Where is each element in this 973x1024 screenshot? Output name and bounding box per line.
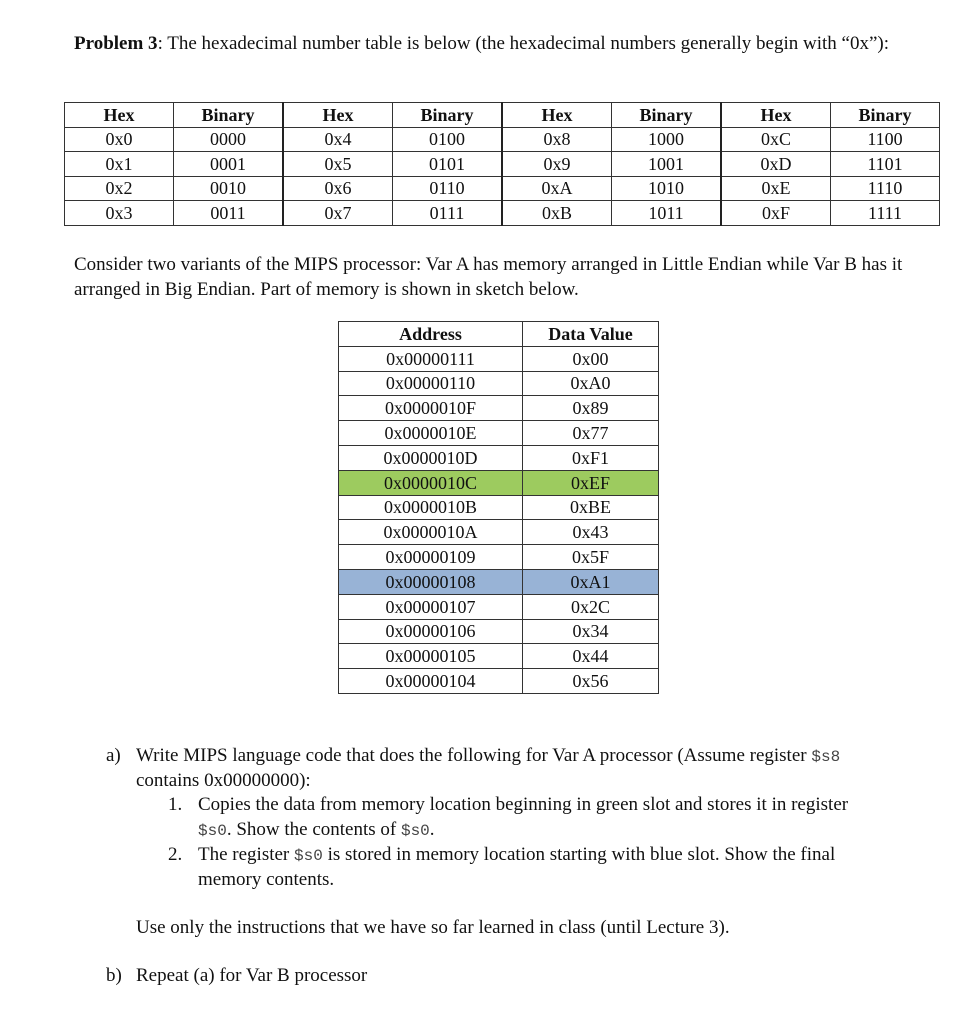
hex-table-cell: 1111 — [831, 201, 940, 226]
hex-table-cell: 1010 — [612, 176, 722, 201]
data-value-cell: 0x77 — [523, 421, 659, 446]
hex-table-row — [65, 152, 940, 177]
problem-label: Problem 3 — [74, 33, 158, 54]
memory-row — [339, 470, 659, 495]
item1-line1: Copies the data from memory location beginning in green slot and stores it in register — [198, 794, 849, 815]
part-b-text: Repeat (a) for Var B processor — [136, 965, 368, 986]
memory-row — [339, 371, 659, 396]
data-value-cell: 0x00 — [523, 346, 659, 371]
hex-table-cell: 0x4 — [283, 127, 393, 152]
hex-table-cell: 0000 — [174, 127, 284, 152]
memory-row — [339, 569, 659, 594]
data-value-cell: 0x2C — [523, 594, 659, 619]
hex-table-cell: 1000 — [612, 127, 722, 152]
hex-table-cell: 0xA — [502, 176, 612, 201]
address-cell: 0x00000105 — [339, 644, 523, 669]
hex-table-header: Hex — [502, 103, 612, 128]
part-b-marker: b) — [106, 965, 122, 986]
hex-table — [64, 102, 940, 226]
hex-table-cell: 0x6 — [283, 176, 393, 201]
hex-table-cell: 0x0 — [65, 127, 174, 152]
intro-text: Consider two variants of the MIPS processor: Var A has memory arranged in Little Endian while Var B has it arranged in Big Endian. Part of memory is shown in sketch below. — [74, 254, 903, 300]
hex-table-row — [65, 201, 940, 226]
address-cell: 0x00000111 — [339, 346, 523, 371]
address-cell: 0x00000107 — [339, 594, 523, 619]
hex-table-cell: 0100 — [393, 127, 503, 152]
hex-table-header: Hex — [65, 103, 174, 128]
register-s8: $s8 — [811, 748, 841, 766]
memory-row — [339, 495, 659, 520]
data-value-cell: 0xBE — [523, 495, 659, 520]
register-s0: $s0 — [400, 822, 430, 840]
data-value-cell: 0x5F — [523, 545, 659, 570]
memory-row — [339, 396, 659, 421]
data-value-cell: 0x44 — [523, 644, 659, 669]
memory-row — [339, 669, 659, 694]
hex-table-row — [65, 176, 940, 201]
address-cell: 0x00000106 — [339, 619, 523, 644]
hex-table-header: Binary — [612, 103, 722, 128]
hex-table-cell: 1100 — [831, 127, 940, 152]
hex-table-cell: 0x1 — [65, 152, 174, 177]
hex-table-cell: 0x8 — [502, 127, 612, 152]
hex-table-cell: 0111 — [393, 201, 503, 226]
hex-table-cell: 1110 — [831, 176, 940, 201]
address-cell: 0x00000109 — [339, 545, 523, 570]
memory-row — [339, 346, 659, 371]
hex-table-row — [65, 127, 940, 152]
hex-table-cell: 0001 — [174, 152, 284, 177]
address-cell: 0x0000010B — [339, 495, 523, 520]
item2-text: The register — [198, 844, 295, 865]
problem-text: : The hexadecimal number table is below (the hexadecimal numbers generally begin with “0x”): — [157, 33, 889, 54]
data-value-cell: 0xEF — [523, 470, 659, 495]
hex-table-cell: 0xE — [721, 176, 831, 201]
memory-row — [339, 445, 659, 470]
hex-table-cell: 0x9 — [502, 152, 612, 177]
part-a-marker: a) — [106, 745, 121, 766]
hex-table-cell: 0x2 — [65, 176, 174, 201]
hex-table-cell: 0011 — [174, 201, 284, 226]
data-value-cell: 0xA0 — [523, 371, 659, 396]
data-value-cell: 0x43 — [523, 520, 659, 545]
hex-table-header: Binary — [831, 103, 940, 128]
part-a-text: Write MIPS language code that does the following for Var A processor (Assume register — [136, 745, 812, 766]
data-value-cell: 0x56 — [523, 669, 659, 694]
register-s0: $s0 — [198, 822, 227, 840]
item2-text: is stored in memory location starting with blue slot. Show the final — [322, 844, 836, 865]
note-text: Use only the instructions that we have so far learned in class (until Lecture 3). — [136, 917, 730, 938]
address-cell: 0x00000104 — [339, 669, 523, 694]
address-cell: 0x00000108 — [339, 569, 523, 594]
problem-heading — [74, 31, 934, 56]
hex-table-cell: 0xF — [721, 201, 831, 226]
hex-table-cell: 0x3 — [65, 201, 174, 226]
item2-line2: memory contents. — [198, 869, 335, 890]
item1-text: . Show the contents of — [226, 819, 401, 840]
part-a-line1 — [136, 743, 936, 770]
item2-line1 — [198, 842, 835, 869]
item2-num: 2. — [168, 844, 183, 865]
data-value-cell: 0xF1 — [523, 445, 659, 470]
hex-table-header: Hex — [721, 103, 831, 128]
hex-table-cell: 0010 — [174, 176, 284, 201]
memory-row — [339, 421, 659, 446]
data-value-cell: 0xA1 — [523, 569, 659, 594]
register-s0: $s0 — [294, 847, 323, 865]
hex-table-cell: 0xB — [502, 201, 612, 226]
memory-row — [339, 619, 659, 644]
address-cell: 0x0000010D — [339, 445, 523, 470]
hex-table-cell: 1011 — [612, 201, 722, 226]
hex-table-cell: 1001 — [612, 152, 722, 177]
hex-table-cell: 0x7 — [283, 201, 393, 226]
memory-row — [339, 594, 659, 619]
item1-period: . — [429, 819, 435, 840]
data-value-cell: 0x89 — [523, 396, 659, 421]
address-cell: 0x0000010E — [339, 421, 523, 446]
data-value-cell: 0x34 — [523, 619, 659, 644]
hex-table-cell: 1101 — [831, 152, 940, 177]
address-cell: 0x0000010A — [339, 520, 523, 545]
hex-table-header: Hex — [283, 103, 393, 128]
data-value-header: Data Value — [523, 322, 659, 347]
memory-row — [339, 545, 659, 570]
address-cell: 0x0000010F — [339, 396, 523, 421]
hex-table-cell: 0xC — [721, 127, 831, 152]
hex-table-cell: 0x5 — [283, 152, 393, 177]
item1-line2 — [198, 817, 435, 844]
memory-row — [339, 520, 659, 545]
address-cell: 0x00000110 — [339, 371, 523, 396]
hex-table-cell: 0101 — [393, 152, 503, 177]
item1-num: 1. — [168, 794, 183, 815]
part-a-line2: contains 0x00000000): — [136, 770, 311, 791]
address-header: Address — [339, 322, 523, 347]
memory-row — [339, 644, 659, 669]
hex-table-header: Binary — [393, 103, 503, 128]
hex-table-cell: 0xD — [721, 152, 831, 177]
hex-table-header: Binary — [174, 103, 284, 128]
memory-table — [338, 321, 659, 694]
address-cell: 0x0000010C — [339, 470, 523, 495]
hex-table-cell: 0110 — [393, 176, 503, 201]
